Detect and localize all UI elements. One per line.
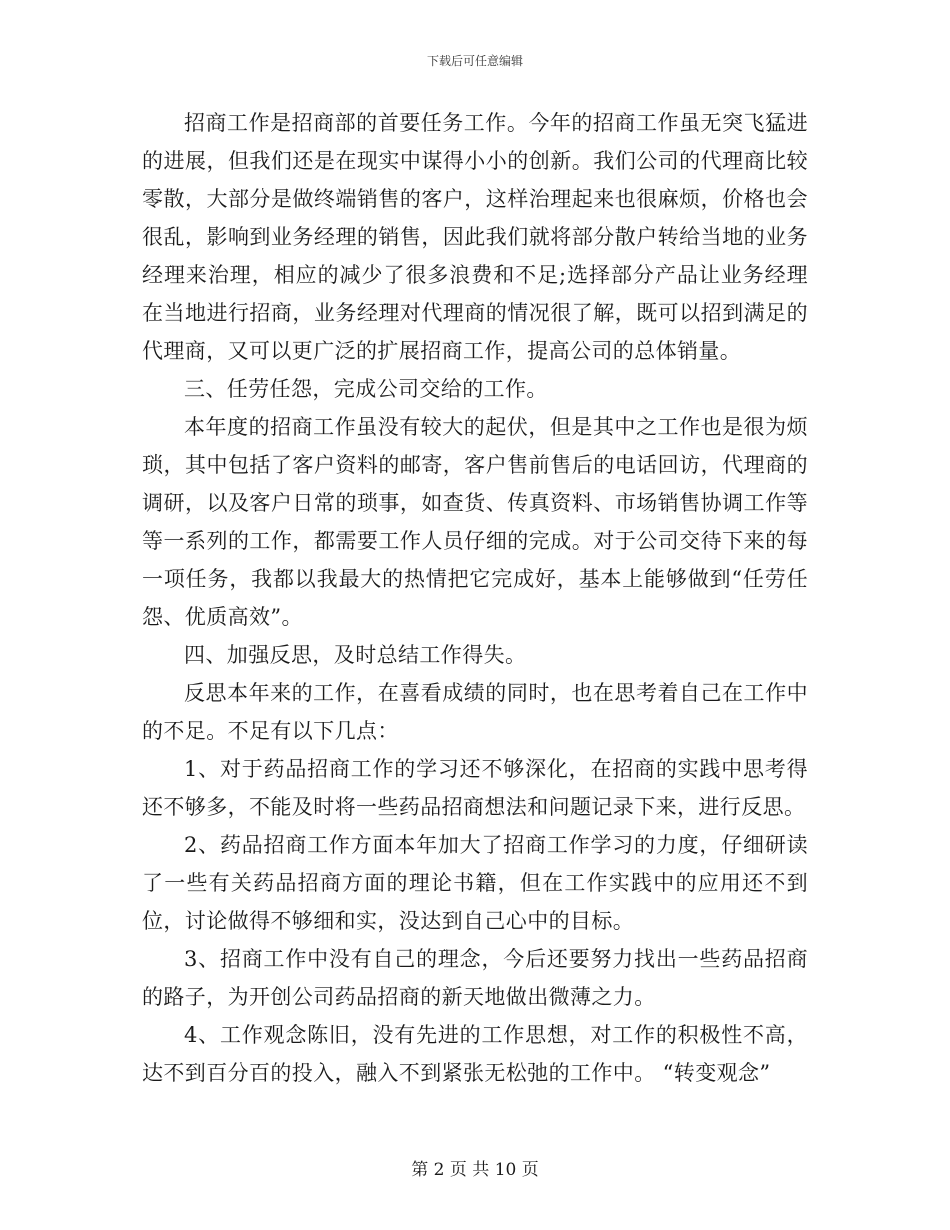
page-footer: 第 2 页 共 10 页	[411, 1160, 539, 1180]
paragraph-5: 反思本年来的工作，在喜看成绩的同时，也在思考着自己在工作中的不足。不足有以下几点：	[142, 681, 808, 743]
paragraph-2: 三、任劳任怨，完成公司交给的工作。	[184, 377, 548, 401]
paragraph-7: 2、药品招商工作方面本年加大了招商工作学习的力度，仔细研读了一些有关药品招商方面的理论书籍，但在工作实践中的应用还不到位，讨论做得不够细和实，没达到自己心中的目标。	[142, 833, 808, 933]
paragraph-8: 3、招商工作中没有自己的理念，今后还要努力找出一些药品招商的路子，为开创公司药品招商的新天地做出微薄之力。	[142, 947, 808, 1009]
paragraph-6: 1、对于药品招商工作的学习还不够深化，在招商的实践中思考得还不够多，不能及时将一些药品招商想法和问题记录下来，进行反思。	[142, 757, 808, 819]
paragraph-4: 四、加强反思，及时总结工作得失。	[184, 643, 527, 667]
document-body	[142, 104, 808, 1092]
paragraph-3: 本年度的招商工作虽没有较大的起伏，但是其中之工作也是很为烦琐，其中包括了客户资料的邮寄，客户售前售后的电话回访，代理商的调研，以及客户日常的琐事，如查货、传真资料、市场销售协调工作等等一系列的工作，都需要工作人员仔细的完成。对于公司交待下来的每一项任务，我都以我最大的热情把它完成好，基本上能够做到“任劳任怨、优质高效”。	[142, 415, 808, 629]
paragraph-9: 4、工作观念陈旧，没有先进的工作思想，对工作的积极性不高，达不到百分百的投入，融入不到紧张无松弛的工作中。 “转变观念”	[142, 1023, 808, 1085]
page-header: 下载后可任意编辑	[426, 54, 523, 68]
paragraph-1: 招商工作是招商部的首要任务工作。今年的招商工作虽无突飞猛进的进展，但我们还是在现实中谋得小小的创新。我们公司的代理商比较零散，大部分是做终端销售的客户，这样治理起来也很麻烦，价格也会很乱，影响到业务经理的销售，因此我们就将部分散户转给当地的业务经理来治理，相应的减少了很多浪费和不足;选择部分产品让业务经理在当地进行招商，业务经理对代理商的情况很了解，既可以招到满足的代理商，又可以更广泛的扩展招商工作，提高公司的总体销量。	[142, 111, 808, 363]
